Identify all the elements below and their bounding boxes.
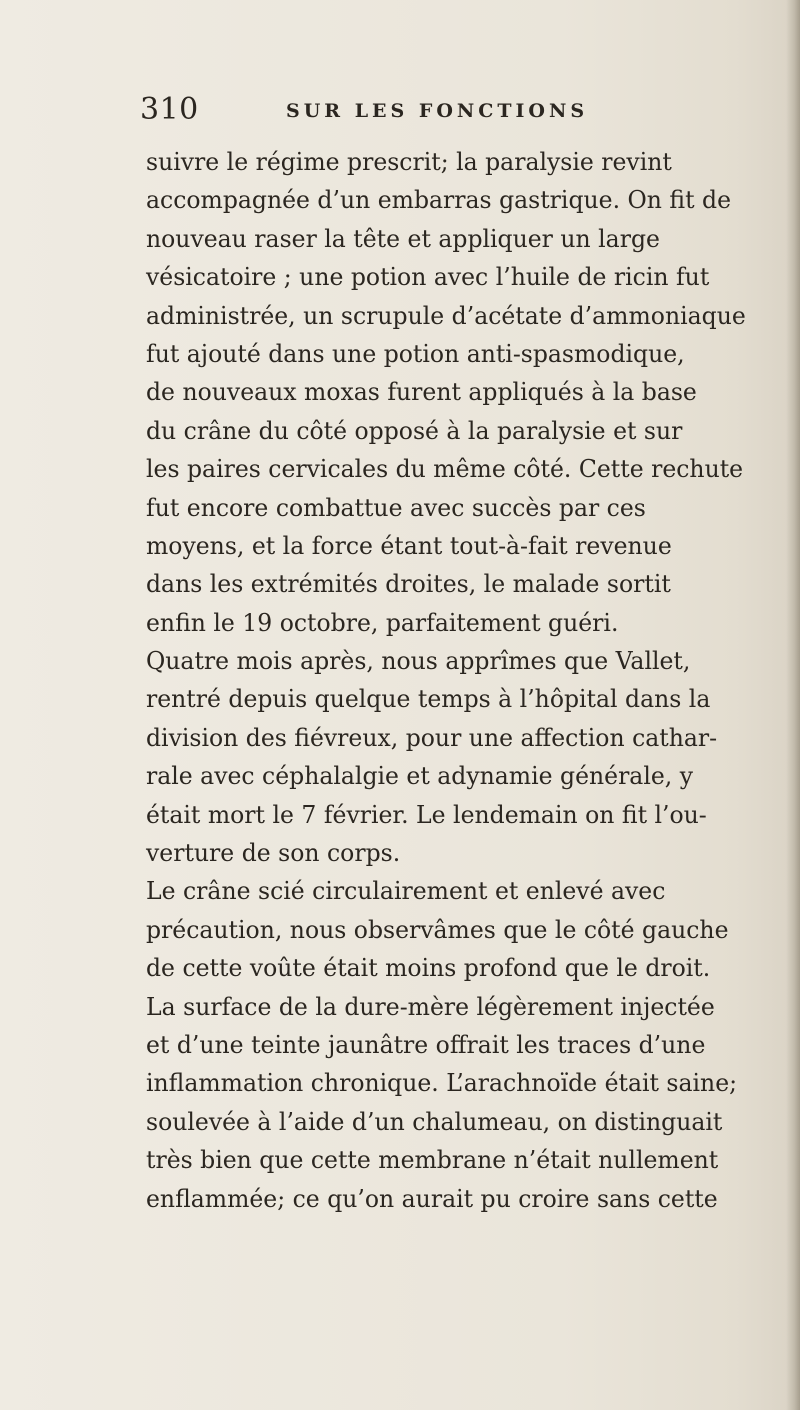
text-line: dans les extrémités droites, le malade sortit (146, 569, 671, 599)
text-line: de cette voûte était moins profond que le droit. (146, 953, 711, 983)
page-number: 310 (140, 92, 199, 127)
text-line: les paires cervicales du même côté. Cette rechute (146, 454, 744, 484)
page-header (140, 92, 680, 132)
text-line: La surface de la dure-mère légèrement injectée (146, 991, 715, 1021)
text-line: Quatre mois après, nous apprîmes que Vallet, (146, 646, 691, 676)
text-line: était mort le 7 février. Le lendemain on fit l’ou- (146, 799, 707, 829)
text-line: fut ajouté dans une potion anti-spasmodique, (146, 338, 685, 368)
text-line: enflammée; ce qu’on aurait pu croire sans cette (146, 1183, 718, 1213)
text-line: soulevée à l’aide d’un chalumeau, on distinguait (146, 1106, 723, 1136)
text-line: précaution, nous observâmes que le côté gauche (146, 914, 729, 944)
text-line: du crâne du côté opposé à la paralysie et sur (146, 415, 683, 445)
text-line: inflammation chronique. L’arachnoïde était saine; (146, 1068, 738, 1098)
text-line: rale avec céphalalgie et adynamie générale, y (146, 761, 694, 791)
text-line: et d’une teinte jaunâtre offrait les traces d’une (146, 1029, 706, 1059)
text-line: verture de son corps. (146, 838, 401, 868)
text-line: administrée, un scrupule d’acétate d’ammoniaque (146, 300, 746, 330)
text-line: division des fiévreux, pour une affection cathar- (146, 722, 718, 752)
text-line: vésicatoire ; une potion avec l’huile de ricin fut (146, 262, 710, 292)
text-line: rentré depuis quelque temps à l’hôpital dans la (146, 684, 711, 714)
body-text (146, 143, 800, 1218)
text-line: nouveau raser la tête et appliquer un large (146, 223, 660, 253)
text-line: moyens, et la force étant tout-à-fait revenue (146, 530, 672, 560)
running-head: SUR LES FONCTIONS (286, 100, 589, 122)
text-line: fut encore combattue avec succès par ces (146, 492, 646, 522)
text-line: accompagnée d’un embarras gastrique. On fit de (146, 185, 732, 215)
text-line: Le crâne scié circulairement et enlevé avec (146, 876, 666, 906)
text-line: très bien que cette membrane n’était nullement (146, 1145, 719, 1175)
text-line: de nouveaux moxas furent appliqués à la base (146, 377, 697, 407)
text-line: enfin le 19 octobre, parfaitement guéri. (146, 607, 619, 637)
text-line: suivre le régime prescrit; la paralysie revint (146, 147, 672, 176)
